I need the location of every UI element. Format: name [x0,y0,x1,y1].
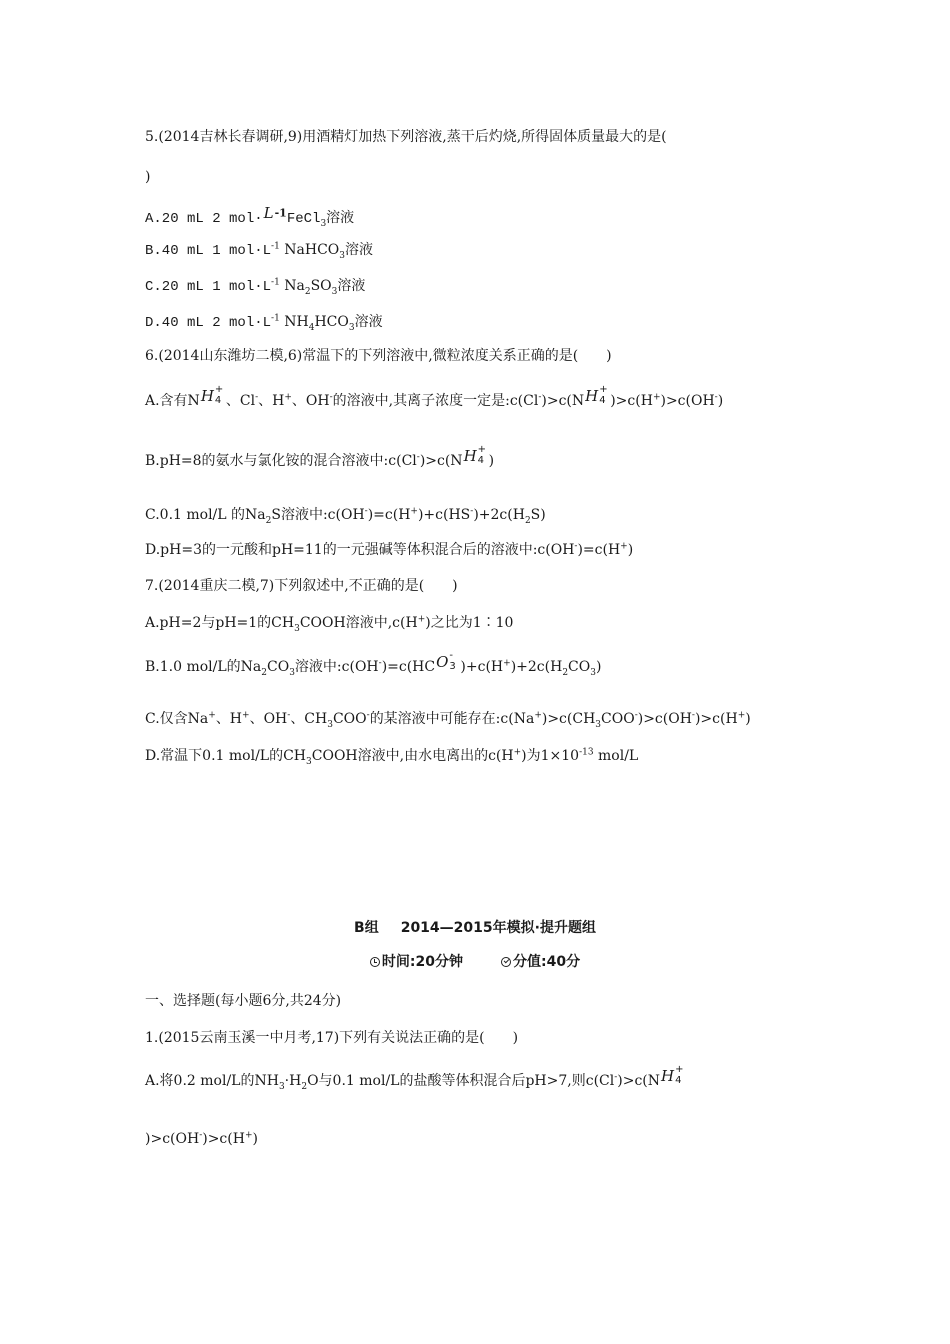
subscript: 3 [449,661,456,672]
text: )=c(HC [381,659,436,675]
superscript: -1 [271,277,280,288]
text: D.40 mL 2 mol·L [145,315,272,331]
group-b-meta [0,952,950,972]
formula: NH [279,314,309,330]
ion-charge [675,1064,684,1091]
subscript: 4 [214,395,222,406]
superscript: + [242,710,250,721]
superscript: + [244,1130,253,1141]
superscript: + [737,710,746,721]
subscript: 3 [294,623,300,634]
subscript: 4 [477,455,485,466]
superscript: -1 [271,241,280,252]
text: ) [745,711,751,727]
text: 、H [215,711,243,727]
q6-option-a [145,384,724,411]
text: 溶液 [326,210,355,226]
text: CO [266,659,290,675]
subscript: 2 [562,667,569,678]
charge: + [214,384,224,395]
subscript: 3 [278,1081,285,1092]
text: )+c(HS [417,507,471,523]
superscript: - [714,392,718,403]
q5-stem-close: ) [145,169,151,185]
text: 、Cl [225,393,256,409]
qb1-option-a-continued [145,1129,258,1149]
q7-option-d [145,746,638,766]
formula: FeCl [286,211,321,227]
ion-symbol: H [661,1067,675,1085]
charge: + [599,384,608,395]
q5-option-a [145,204,355,229]
subscript: 4 [675,1075,682,1086]
superscript: - [366,710,370,721]
subscript: 2 [301,1081,308,1092]
superscript: - [416,452,420,463]
superscript: -1 [271,313,280,324]
superscript: + [534,710,542,721]
charge: + [477,444,487,455]
superscript: - [199,1130,203,1141]
superscript: + [417,614,426,625]
subscript: 4 [308,322,315,333]
ion-symbol: H [200,387,214,405]
text: 的溶液中,其离子浓度一定是:c(Cl [332,393,539,409]
text: 、CH [290,711,328,727]
unit-symbol: L [263,204,274,222]
text: 、H [258,393,285,409]
text: COO [601,711,635,727]
ion-charge [214,384,224,411]
superscript: - [691,710,695,721]
formula: NaHCO [279,242,340,258]
time-label: 时间:20分钟 [381,954,463,970]
superscript: + [208,710,216,721]
text: B.pH=8的氨水与氯化铵的混合溶液中:c(Cl [145,453,417,469]
subscript: 3 [306,756,312,767]
text: B.1.0 mol/L的Na [145,659,262,675]
superscript: + [513,747,522,758]
q6-option-c [145,505,546,525]
charge: - [449,650,454,661]
text: )为1×10 [521,748,580,764]
clock-icon [370,957,380,967]
text: )>c(CH [541,711,596,727]
ion-symbol: O [436,653,449,671]
text: )之比为1∶10 [425,615,514,631]
section-title: 一、选择题(每小题6分,共24分) [145,993,342,1009]
text: A.将0.2 mol/L的NH [145,1073,279,1089]
formula: SO [310,278,332,294]
ion-charge [599,384,608,411]
subscript: 3 [327,719,333,730]
text: A.含有N [145,393,200,409]
superscript: - [538,392,542,403]
formula: Na [279,278,305,294]
text: )=c(H [577,542,621,558]
text: C.仅含Na [145,711,209,727]
q6-option-d [145,540,633,560]
text: A.pH=2与pH=1的CH [145,615,295,631]
superscript: + [652,392,661,403]
score-label: 分值:40分 [513,954,581,970]
subscript: 3 [289,667,295,678]
q6-option-b [145,444,495,471]
q5-stem: 5.(2014吉林长春调研,9)用酒精灯加热下列溶液,蒸干后灼烧,所得固体质量最大的是( [145,129,667,145]
superscript: + [284,392,292,403]
q7-option-a [145,613,513,633]
text: )>c(OH [145,1131,200,1147]
text: )>c(H [694,711,738,727]
text: )>c(N [541,393,585,409]
text: 溶液中:c(OH [294,659,379,675]
q7-stem: 7.(2014重庆二模,7)下列叙述中,不正确的是( ) [145,578,458,594]
subscript: 4 [599,395,606,406]
q5-option-b [145,240,373,261]
text: )>c(H [610,393,653,409]
text: ) [488,453,495,469]
text: ) [717,393,724,409]
text: S溶液中:c(OH [271,507,365,523]
text: mol/L [593,748,639,764]
group-label: B组 [354,920,379,936]
subscript: 2 [304,286,311,297]
superscript: + [410,506,418,517]
group-b-title [0,918,950,938]
ion-charge [477,444,487,471]
text: 的某溶液中可能存在:c(Na [369,711,535,727]
text: S) [530,507,546,523]
text: ) [627,542,634,558]
exponent: -1 [274,206,287,220]
text: )+c(H [460,659,504,675]
text: CO [568,659,591,675]
superscript: - [378,658,382,669]
superscript: - [470,506,474,517]
text: COOH溶液中,c(H [299,615,418,631]
text: D.pH=3的一元酸和pH=11的一元强碱等体积混合后的溶液中:c(OH [145,542,575,558]
superscript: + [620,541,628,552]
text: ·H [284,1073,302,1089]
charge: + [675,1064,684,1075]
text: 溶液 [337,278,366,294]
formula: HCO [314,314,349,330]
text: )>c(N [617,1073,661,1089]
subscript: 2 [261,667,267,678]
text: 溶液 [354,314,383,330]
ion-symbol: H [585,387,599,405]
text: 、OH [291,393,330,409]
text: )>c(OH [660,393,715,409]
qb1-option-a [145,1064,686,1092]
text: )>c(OH [637,711,692,727]
ion-charge [449,650,458,677]
text: C.20 mL 1 mol·L [145,279,272,295]
group-subtitle: 2014—2015年模拟·提升题组 [400,920,596,936]
text: )>c(H [202,1131,245,1147]
superscript: - [287,710,291,721]
superscript: - [614,1072,618,1083]
text: B.40 mL 1 mol·L [145,243,272,259]
text: 、OH [249,711,288,727]
subscript: 2 [265,515,272,526]
qb1-stem: 1.(2015云南玉溪一中月考,17)下列有关说法正确的是( ) [145,1030,519,1046]
subscript: 3 [590,667,596,678]
superscript: - [574,541,578,552]
superscript: - [329,392,333,403]
text: ) [595,659,602,675]
text: )+2c(H [510,659,563,675]
subscript: 3 [339,250,345,261]
superscript: - [634,710,638,721]
text: )+2c(H [473,507,525,523]
q7-option-c [145,709,751,729]
q5-option-c [145,276,365,297]
text: )>c(N [419,453,463,469]
text: ) [252,1131,258,1147]
q5-option-d [145,312,383,333]
superscript: -13 [579,747,594,758]
q7-option-b [145,650,602,678]
superscript: - [255,392,259,403]
text: COOH溶液中,由水电离出的c(H [311,748,514,764]
text: COO [332,711,367,727]
text: C.0.1 mol/L 的Na [145,507,266,523]
text: )=c(H [367,507,411,523]
check-circle-icon [501,957,511,967]
subscript: 2 [524,515,531,526]
text: 溶液 [345,242,373,258]
text: D.常温下0.1 mol/L的CH [145,748,307,764]
superscript: + [503,658,511,669]
q5-a-pre: A.20 mL 2 mol· [145,211,263,227]
subscript: 3 [348,322,355,333]
superscript: - [364,506,368,517]
ion-symbol: H [463,447,477,465]
subscript: 3 [331,286,338,297]
subscript: 3 [320,218,327,229]
text: O与0.1 mol/L的盐酸等体积混合后pH>7,则c(Cl [307,1073,615,1089]
subscript: 3 [595,719,602,730]
q6-stem: 6.(2014山东潍坊二模,6)常温下的下列溶液中,微粒浓度关系正确的是( ) [145,348,612,364]
